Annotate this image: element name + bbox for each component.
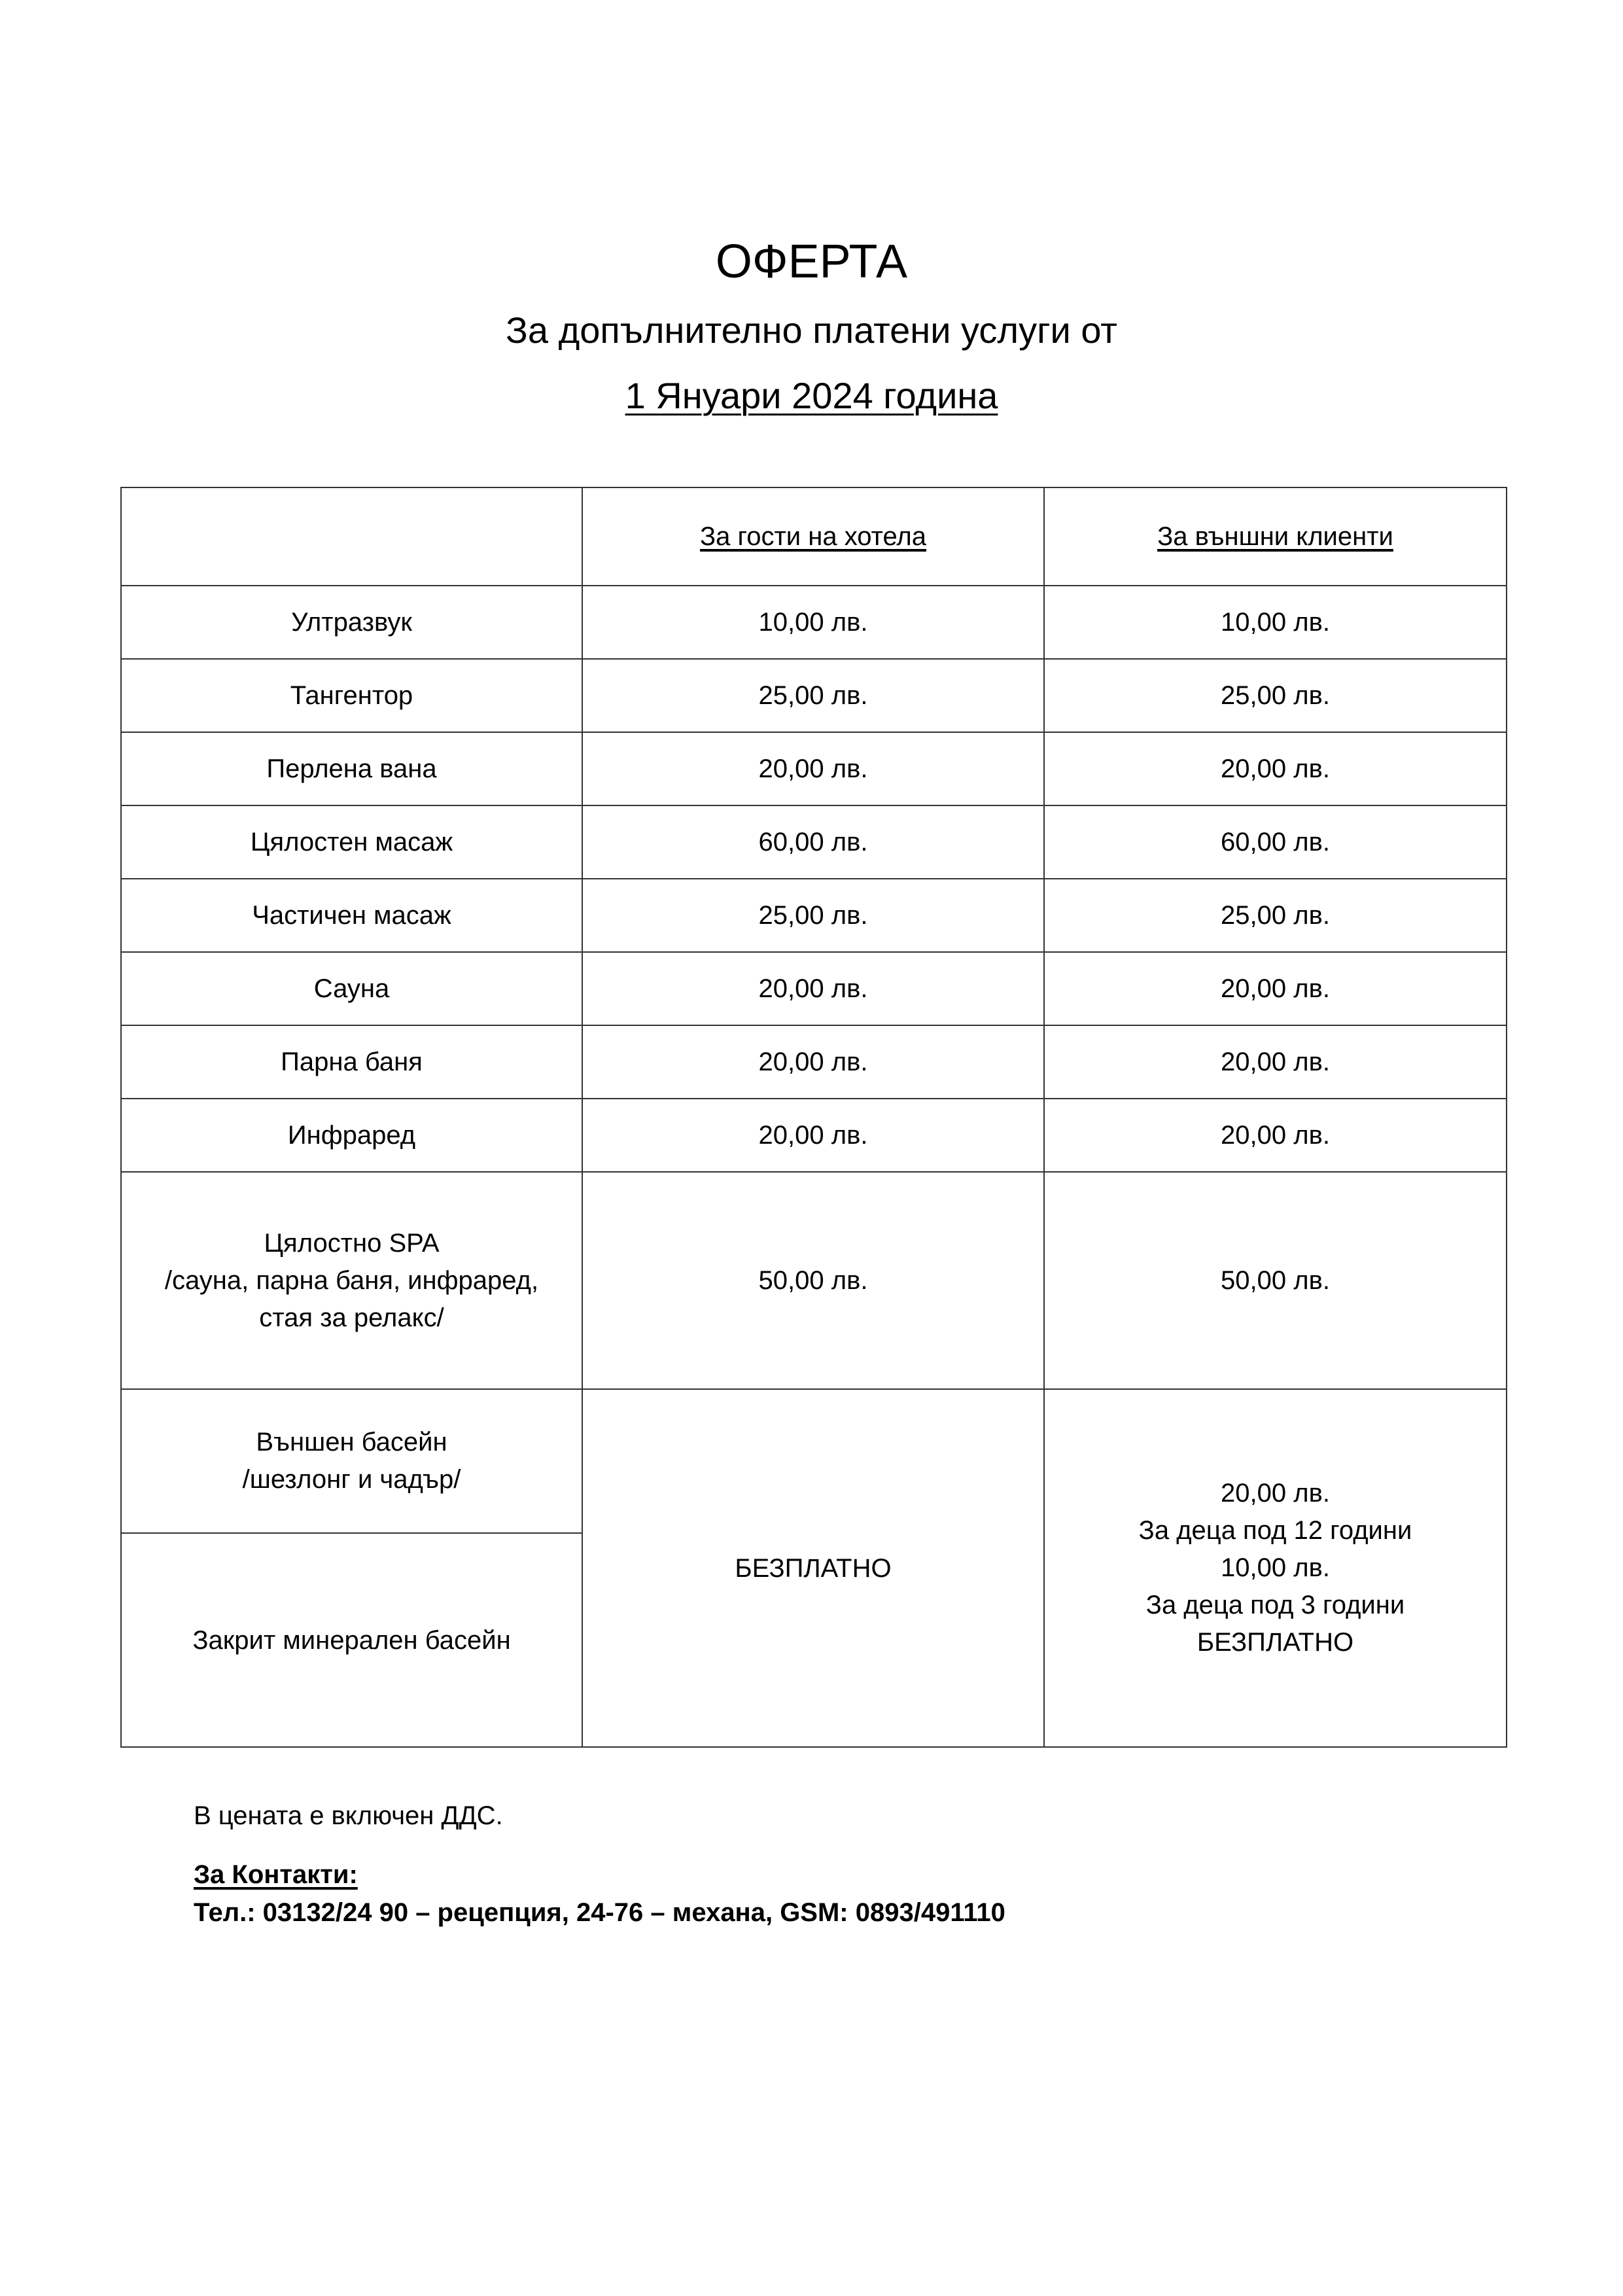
header-cell-external	[1044, 487, 1507, 586]
table-row	[121, 1099, 1507, 1172]
external-price: 25,00 лв.	[1044, 879, 1507, 952]
guest-price: 20,00 лв.	[582, 1025, 1044, 1099]
external-price: 20,00 лв.	[1044, 732, 1507, 805]
service-name: Сауна	[121, 952, 582, 1025]
pools-external-line: 20,00 лв.	[1221, 1479, 1330, 1508]
table-row	[121, 1025, 1507, 1099]
outdoor-pool-line: /шезлонг и чадър/	[242, 1465, 461, 1494]
guest-price: 20,00 лв.	[582, 952, 1044, 1025]
spa-row	[121, 1172, 1507, 1389]
contacts-phones: Тел.: 03132/24 90 – рецепция, 24-76 – механа, GSM: 0893/491110	[194, 1898, 1005, 1927]
header-external-label: За външни клиенти	[1157, 522, 1393, 551]
guest-price: 25,00 лв.	[582, 659, 1044, 732]
table-row	[121, 659, 1507, 732]
spa-line: Цялостно SPA	[264, 1228, 440, 1258]
spa-line: стая за релакс/	[259, 1303, 444, 1332]
vat-note: В цената е включен ДДС.	[194, 1801, 503, 1830]
table-row	[121, 879, 1507, 952]
table-row	[121, 952, 1507, 1025]
pools-guest-price: БЕЗПЛАТНО	[582, 1389, 1044, 1747]
spa-external-price: 50,00 лв.	[1044, 1172, 1507, 1389]
pools-external-line: За деца под 12 години	[1138, 1516, 1412, 1545]
external-price: 25,00 лв.	[1044, 659, 1507, 732]
document-subtitle: За допълнително платени услуги от	[506, 309, 1117, 351]
table-header-row	[121, 487, 1507, 586]
service-name: Тангентор	[121, 659, 582, 732]
spa-line: /сауна, парна баня, инфраред,	[164, 1265, 539, 1295]
outdoor-pool-row	[121, 1389, 1507, 1533]
outdoor-pool-line: Външен басейн	[256, 1428, 447, 1457]
external-price: 10,00 лв.	[1044, 586, 1507, 659]
external-price: 20,00 лв.	[1044, 952, 1507, 1025]
header-guests-label: За гости на хотела	[700, 522, 926, 551]
header-cell-service	[121, 487, 582, 586]
price-table	[120, 487, 1507, 1748]
effective-date	[0, 370, 1623, 422]
service-name: Частичен масаж	[121, 879, 582, 952]
service-name: Парна баня	[121, 1025, 582, 1099]
table-row	[121, 732, 1507, 805]
indoor-pool-name: Закрит минерален басейн	[121, 1533, 582, 1747]
external-price: 20,00 лв.	[1044, 1099, 1507, 1172]
outdoor-pool-name	[121, 1389, 582, 1533]
guest-price: 60,00 лв.	[582, 805, 1044, 879]
pools-external-price	[1044, 1389, 1507, 1747]
guest-price: 10,00 лв.	[582, 586, 1044, 659]
header-cell-guests	[582, 487, 1044, 586]
guest-price: 25,00 лв.	[582, 879, 1044, 952]
service-name: Перлена вана	[121, 732, 582, 805]
table-row	[121, 586, 1507, 659]
table-row	[121, 805, 1507, 879]
guest-price: 20,00 лв.	[582, 1099, 1044, 1172]
external-price: 20,00 лв.	[1044, 1025, 1507, 1099]
spa-service-name	[121, 1172, 582, 1389]
document-title: ОФЕРТА	[715, 236, 908, 288]
effective-date-text: 1 Януари 2024 година	[625, 375, 998, 416]
external-price: 60,00 лв.	[1044, 805, 1507, 879]
contacts-label: За Контакти:	[194, 1860, 358, 1889]
pools-external-line: 10,00 лв.	[1221, 1553, 1330, 1582]
pools-external-line: За деца под 3 години	[1145, 1591, 1405, 1619]
service-name: Ултразвук	[121, 586, 582, 659]
pools-external-line: БЕЗПЛАТНО	[1196, 1628, 1354, 1657]
service-name: Цялостен масаж	[121, 805, 582, 879]
guest-price: 20,00 лв.	[582, 732, 1044, 805]
service-name: Инфраред	[121, 1099, 582, 1172]
spa-guest-price: 50,00 лв.	[582, 1172, 1044, 1389]
